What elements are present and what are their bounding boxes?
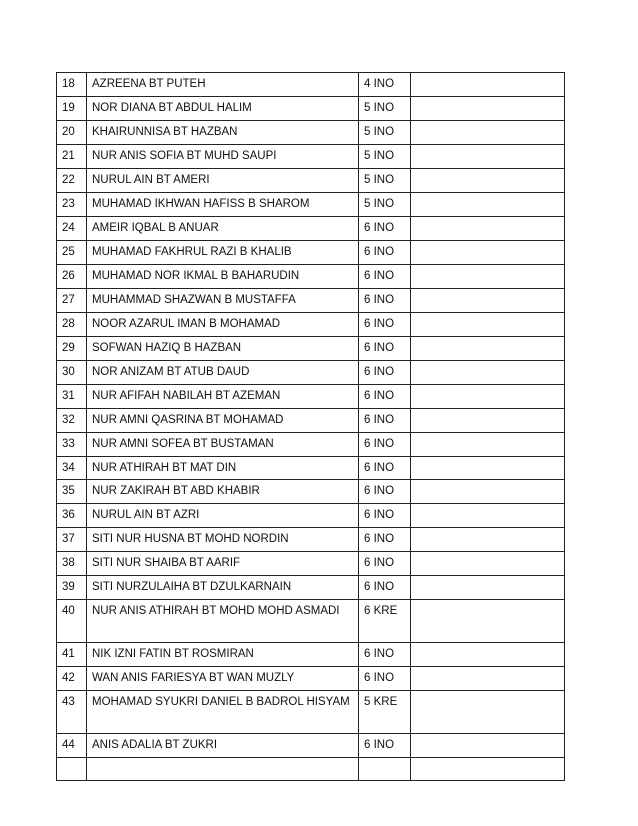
class-cell: 6 INO: [359, 360, 411, 384]
class-cell: 6 INO: [359, 480, 411, 504]
student-name-cell: NOR ANIZAM BT ATUB DAUD: [87, 360, 359, 384]
remarks-cell: [411, 96, 565, 120]
student-name-cell: AMEIR IQBAL B ANUAR: [87, 216, 359, 240]
remarks-cell: [411, 168, 565, 192]
student-name-cell: [87, 758, 359, 781]
student-name-cell: MUHAMAD NOR IKMAL B BAHARUDIN: [87, 264, 359, 288]
table-row: [57, 734, 565, 758]
class-cell: 5 INO: [359, 96, 411, 120]
row-number-cell: [57, 758, 87, 781]
class-cell: 5 KRE: [359, 691, 411, 734]
row-number-cell: 22: [57, 168, 87, 192]
remarks-cell: [411, 360, 565, 384]
student-name-cell: NUR AMNI QASRINA BT MOHAMAD: [87, 408, 359, 432]
row-number-cell: 37: [57, 528, 87, 552]
row-number-cell: 43: [57, 691, 87, 734]
remarks-cell: [411, 758, 565, 781]
roster-body: [57, 73, 565, 781]
remarks-cell: [411, 600, 565, 643]
table-row: [57, 144, 565, 168]
student-name-cell: NUR ANIS ATHIRAH BT MOHD MOHD ASMADI: [87, 600, 359, 643]
class-cell: 4 INO: [359, 73, 411, 97]
remarks-cell: [411, 384, 565, 408]
table-row: [57, 576, 565, 600]
student-roster-table: [56, 72, 565, 781]
table-row: [57, 264, 565, 288]
row-number-cell: 33: [57, 432, 87, 456]
row-number-cell: 30: [57, 360, 87, 384]
remarks-cell: [411, 576, 565, 600]
row-number-cell: 19: [57, 96, 87, 120]
table-row: [57, 480, 565, 504]
student-name-cell: NURUL AIN BT AMERI: [87, 168, 359, 192]
student-name-cell: NUR ZAKIRAH BT ABD KHABIR: [87, 480, 359, 504]
remarks-cell: [411, 336, 565, 360]
remarks-cell: [411, 552, 565, 576]
class-cell: [359, 758, 411, 781]
student-name-cell: SOFWAN HAZIQ B HAZBAN: [87, 336, 359, 360]
row-number-cell: 20: [57, 120, 87, 144]
student-name-cell: NUR AFIFAH NABILAH BT AZEMAN: [87, 384, 359, 408]
row-number-cell: 34: [57, 456, 87, 480]
row-number-cell: 24: [57, 216, 87, 240]
table-row: [57, 528, 565, 552]
class-cell: 6 KRE: [359, 600, 411, 643]
row-number-cell: 36: [57, 504, 87, 528]
student-name-cell: SITI NUR SHAIBA BT AARIF: [87, 552, 359, 576]
row-number-cell: 42: [57, 667, 87, 691]
table-row: [57, 384, 565, 408]
student-name-cell: NUR ATHIRAH BT MAT DIN: [87, 456, 359, 480]
table-row: [57, 120, 565, 144]
row-number-cell: 21: [57, 144, 87, 168]
table-row: [57, 456, 565, 480]
remarks-cell: [411, 643, 565, 667]
class-cell: 6 INO: [359, 432, 411, 456]
class-cell: 6 INO: [359, 528, 411, 552]
class-cell: 6 INO: [359, 288, 411, 312]
class-cell: 6 INO: [359, 312, 411, 336]
row-number-cell: 40: [57, 600, 87, 643]
student-name-cell: MUHAMMAD SHAZWAN B MUSTAFFA: [87, 288, 359, 312]
table-row: [57, 432, 565, 456]
table-row: [57, 600, 565, 643]
remarks-cell: [411, 480, 565, 504]
remarks-cell: [411, 240, 565, 264]
table-row: [57, 288, 565, 312]
table-row: [57, 360, 565, 384]
student-name-cell: NUR ANIS SOFIA BT MUHD SAUPI: [87, 144, 359, 168]
row-number-cell: 18: [57, 73, 87, 97]
class-cell: 5 INO: [359, 192, 411, 216]
class-cell: 6 INO: [359, 336, 411, 360]
class-cell: 6 INO: [359, 264, 411, 288]
remarks-cell: [411, 667, 565, 691]
remarks-cell: [411, 73, 565, 97]
student-name-cell: WAN ANIS FARIESYA BT WAN MUZLY: [87, 667, 359, 691]
student-name-cell: SITI NUR HUSNA BT MOHD NORDIN: [87, 528, 359, 552]
student-name-cell: AZREENA BT PUTEH: [87, 73, 359, 97]
table-row: [57, 336, 565, 360]
student-name-cell: NOOR AZARUL IMAN B MOHAMAD: [87, 312, 359, 336]
row-number-cell: 44: [57, 734, 87, 758]
class-cell: 6 INO: [359, 552, 411, 576]
row-number-cell: 31: [57, 384, 87, 408]
row-number-cell: 26: [57, 264, 87, 288]
student-name-cell: MOHAMAD SYUKRI DANIEL B BADROL HISYAM: [87, 691, 359, 734]
remarks-cell: [411, 408, 565, 432]
class-cell: 5 INO: [359, 120, 411, 144]
row-number-cell: 38: [57, 552, 87, 576]
remarks-cell: [411, 456, 565, 480]
student-name-cell: KHAIRUNNISA BT HAZBAN: [87, 120, 359, 144]
student-name-cell: MUHAMAD FAKHRUL RAZI B KHALIB: [87, 240, 359, 264]
class-cell: 6 INO: [359, 408, 411, 432]
class-cell: 6 INO: [359, 667, 411, 691]
class-cell: 6 INO: [359, 576, 411, 600]
row-number-cell: 23: [57, 192, 87, 216]
remarks-cell: [411, 192, 565, 216]
student-name-cell: NOR DIANA BT ABDUL HALIM: [87, 96, 359, 120]
student-name-cell: ANIS ADALIA BT ZUKRI: [87, 734, 359, 758]
table-row: [57, 667, 565, 691]
table-row: [57, 312, 565, 336]
table-row: [57, 504, 565, 528]
row-number-cell: 41: [57, 643, 87, 667]
row-number-cell: 28: [57, 312, 87, 336]
class-cell: 6 INO: [359, 734, 411, 758]
student-name-cell: NUR AMNI SOFEA BT BUSTAMAN: [87, 432, 359, 456]
class-cell: 6 INO: [359, 384, 411, 408]
remarks-cell: [411, 264, 565, 288]
table-row: [57, 758, 565, 781]
row-number-cell: 25: [57, 240, 87, 264]
remarks-cell: [411, 504, 565, 528]
row-number-cell: 39: [57, 576, 87, 600]
table-row: [57, 192, 565, 216]
remarks-cell: [411, 734, 565, 758]
student-name-cell: NIK IZNI FATIN BT ROSMIRAN: [87, 643, 359, 667]
class-cell: 6 INO: [359, 216, 411, 240]
table-row: [57, 408, 565, 432]
class-cell: 6 INO: [359, 504, 411, 528]
row-number-cell: 35: [57, 480, 87, 504]
class-cell: 6 INO: [359, 643, 411, 667]
table-row: [57, 691, 565, 734]
table-row: [57, 216, 565, 240]
table-row: [57, 240, 565, 264]
remarks-cell: [411, 120, 565, 144]
student-name-cell: SITI NURZULAIHA BT DZULKARNAIN: [87, 576, 359, 600]
table-row: [57, 73, 565, 97]
table-row: [57, 643, 565, 667]
row-number-cell: 27: [57, 288, 87, 312]
row-number-cell: 32: [57, 408, 87, 432]
remarks-cell: [411, 144, 565, 168]
remarks-cell: [411, 432, 565, 456]
remarks-cell: [411, 216, 565, 240]
table-row: [57, 552, 565, 576]
student-name-cell: NURUL AIN BT AZRI: [87, 504, 359, 528]
student-name-cell: MUHAMAD IKHWAN HAFISS B SHAROM: [87, 192, 359, 216]
class-cell: 6 INO: [359, 456, 411, 480]
remarks-cell: [411, 288, 565, 312]
table-row: [57, 168, 565, 192]
row-number-cell: 29: [57, 336, 87, 360]
remarks-cell: [411, 691, 565, 734]
remarks-cell: [411, 312, 565, 336]
class-cell: 5 INO: [359, 144, 411, 168]
remarks-cell: [411, 528, 565, 552]
table-row: [57, 96, 565, 120]
class-cell: 5 INO: [359, 168, 411, 192]
class-cell: 6 INO: [359, 240, 411, 264]
